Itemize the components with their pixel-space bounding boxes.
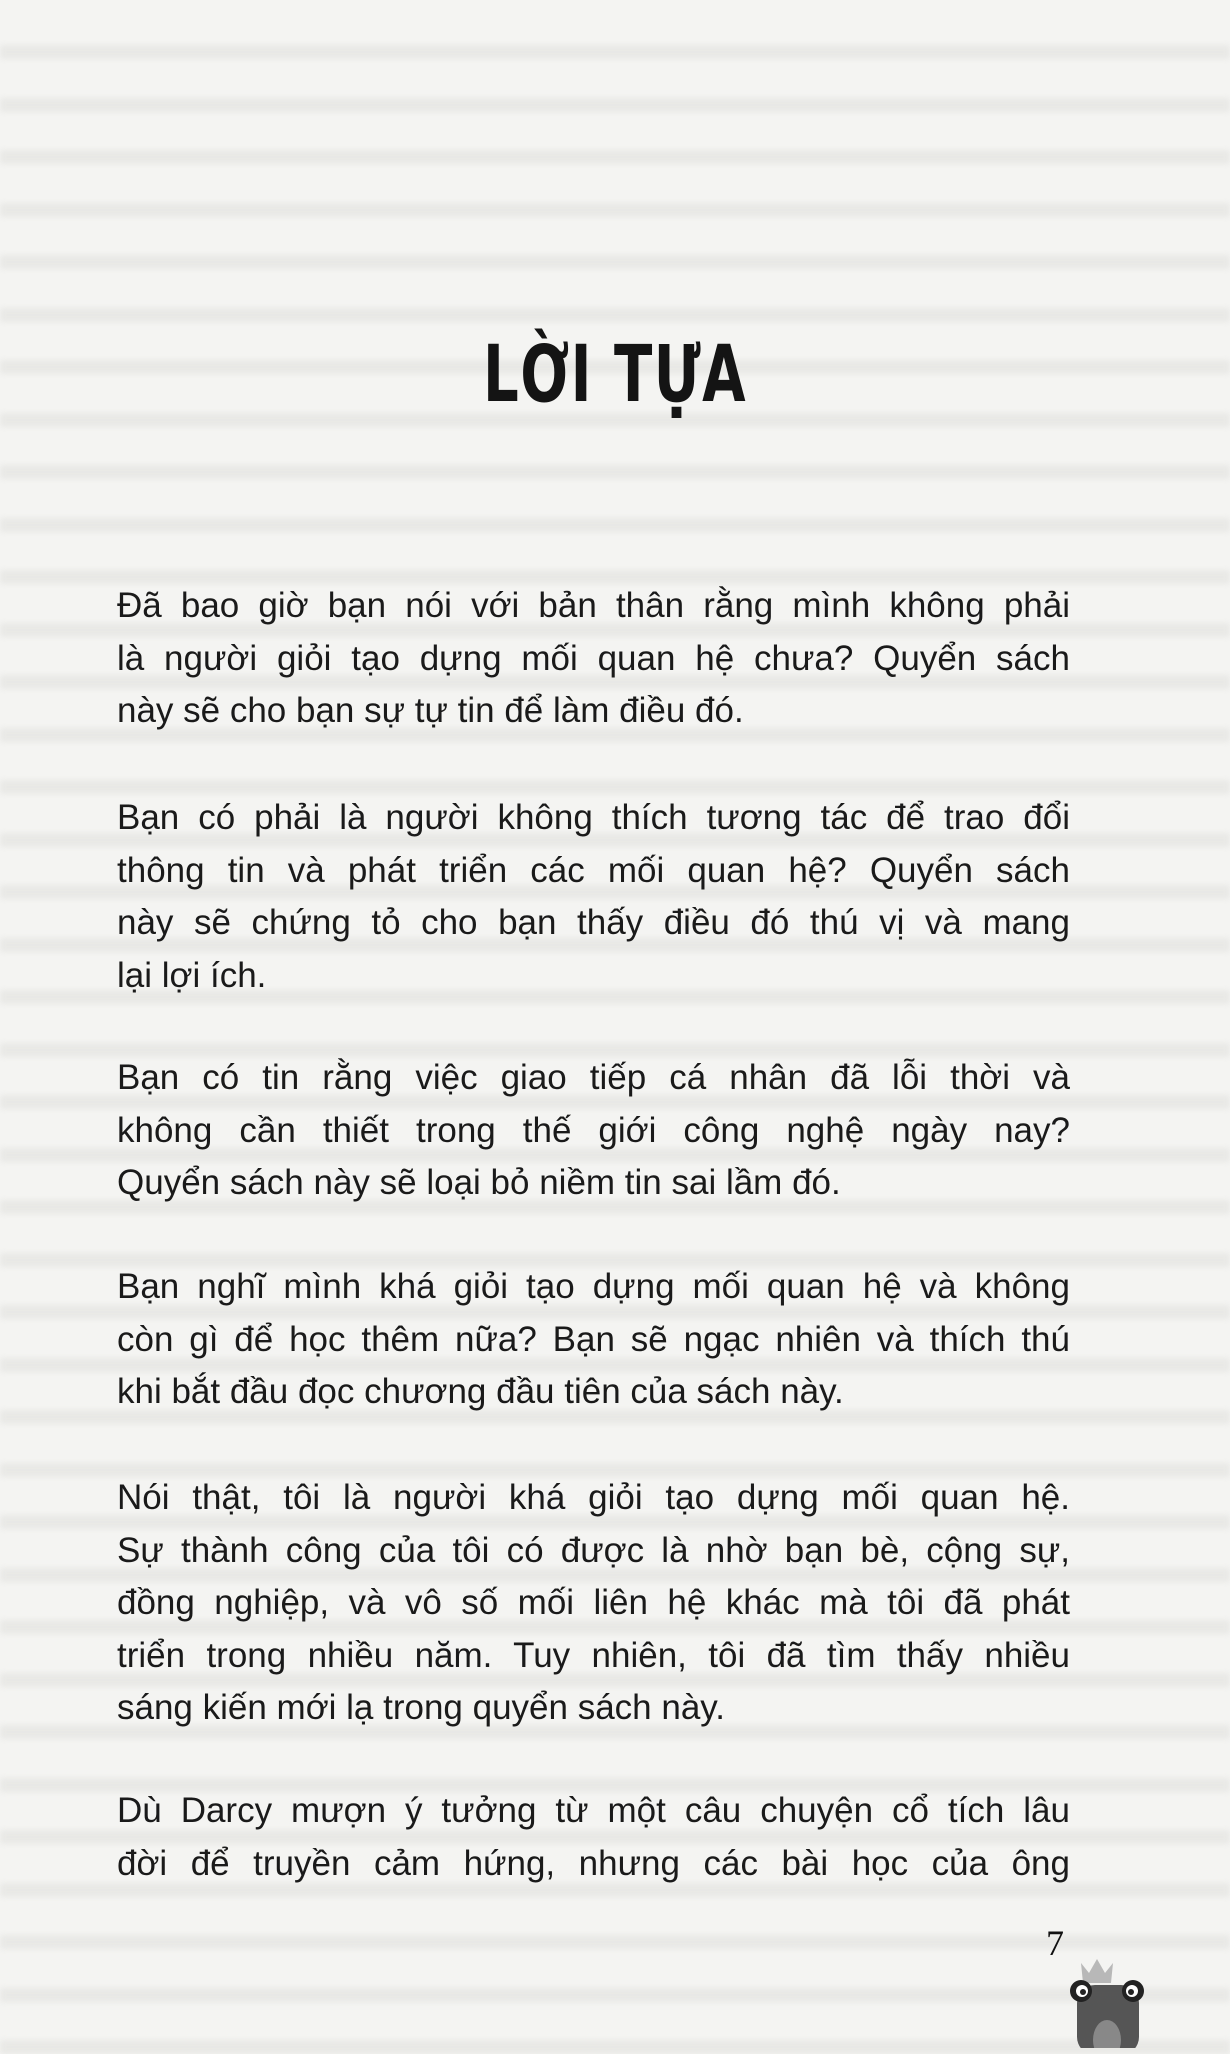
text-line: này sẽ chứng tỏ cho bạn thấy điều đó thú vị và mang bbox=[117, 903, 1070, 942]
text-line: Đã bao giờ bạn nói với bản thân rằng mình không phải bbox=[117, 586, 1070, 625]
paragraph bbox=[117, 1052, 1070, 1210]
frog-prince-illustration bbox=[1055, 1955, 1165, 2048]
text-line: là người giỏi tạo dựng mối quan hệ chưa? Quyển sách bbox=[117, 638, 1070, 678]
text-line: không cần thiết trong thế giới công nghệ ngày nay? bbox=[117, 1110, 1070, 1150]
page-number: 7 bbox=[1046, 1923, 1064, 1963]
text-line: thông tin và phát triển các mối quan hệ? Quyển sách bbox=[117, 850, 1070, 890]
paragraph bbox=[117, 792, 1070, 1002]
paragraph bbox=[117, 1472, 1070, 1735]
paragraph bbox=[117, 580, 1070, 738]
text-line: Bạn nghĩ mình khá giỏi tạo dựng mối quan hệ và không bbox=[117, 1267, 1070, 1306]
ghost-line bbox=[0, 150, 1230, 164]
paragraph bbox=[117, 1261, 1070, 1419]
ghost-line bbox=[0, 98, 1230, 112]
ghost-line bbox=[0, 203, 1230, 217]
ghost-line bbox=[0, 255, 1230, 269]
text-line: Bạn có phải là người không thích tương tác để trao đổi bbox=[117, 798, 1070, 837]
text-line: đời để truyền cảm hứng, nhưng các bài học của ông bbox=[117, 1843, 1070, 1883]
text-line: Dù Darcy mượn ý tưởng từ một câu chuyện cổ tích lâu bbox=[117, 1791, 1070, 1830]
text-line: triển trong nhiều năm. Tuy nhiên, tôi đã tìm thấy nhiều bbox=[117, 1635, 1070, 1675]
paragraph bbox=[117, 1785, 1070, 1890]
ghost-line bbox=[0, 518, 1230, 532]
text-line: lại lợi ích. bbox=[117, 955, 267, 995]
ghost-line bbox=[0, 2040, 1230, 2054]
ghost-line bbox=[0, 308, 1230, 322]
text-line: còn gì để học thêm nữa? Bạn sẽ ngạc nhiên và thích thú bbox=[117, 1319, 1070, 1359]
text-line: Sự thành công của tôi có được là nhờ bạn bè, cộng sự, bbox=[117, 1530, 1070, 1570]
ghost-line bbox=[0, 465, 1230, 479]
text-line: khi bắt đầu đọc chương đầu tiên của sách này. bbox=[117, 1372, 844, 1411]
text-line: sáng kiến mới lạ trong quyển sách này. bbox=[117, 1688, 725, 1727]
text-line: Nói thật, tôi là người khá giỏi tạo dựng mối quan hệ. bbox=[117, 1478, 1070, 1517]
text-line: Bạn có tin rằng việc giao tiếp cá nhân đã lỗi thời và bbox=[117, 1058, 1070, 1097]
text-line: này sẽ cho bạn sự tự tin để làm điều đó. bbox=[117, 691, 744, 730]
page-title: LỜI TỰA bbox=[482, 330, 748, 420]
text-line: Quyển sách này sẽ loại bỏ niềm tin sai lầm đó. bbox=[117, 1163, 841, 1202]
ghost-line bbox=[0, 45, 1230, 59]
text-line: đồng nghiệp, và vô số mối liên hệ khác mà tôi đã phát bbox=[117, 1583, 1070, 1622]
ghost-line bbox=[0, 1988, 1230, 2002]
